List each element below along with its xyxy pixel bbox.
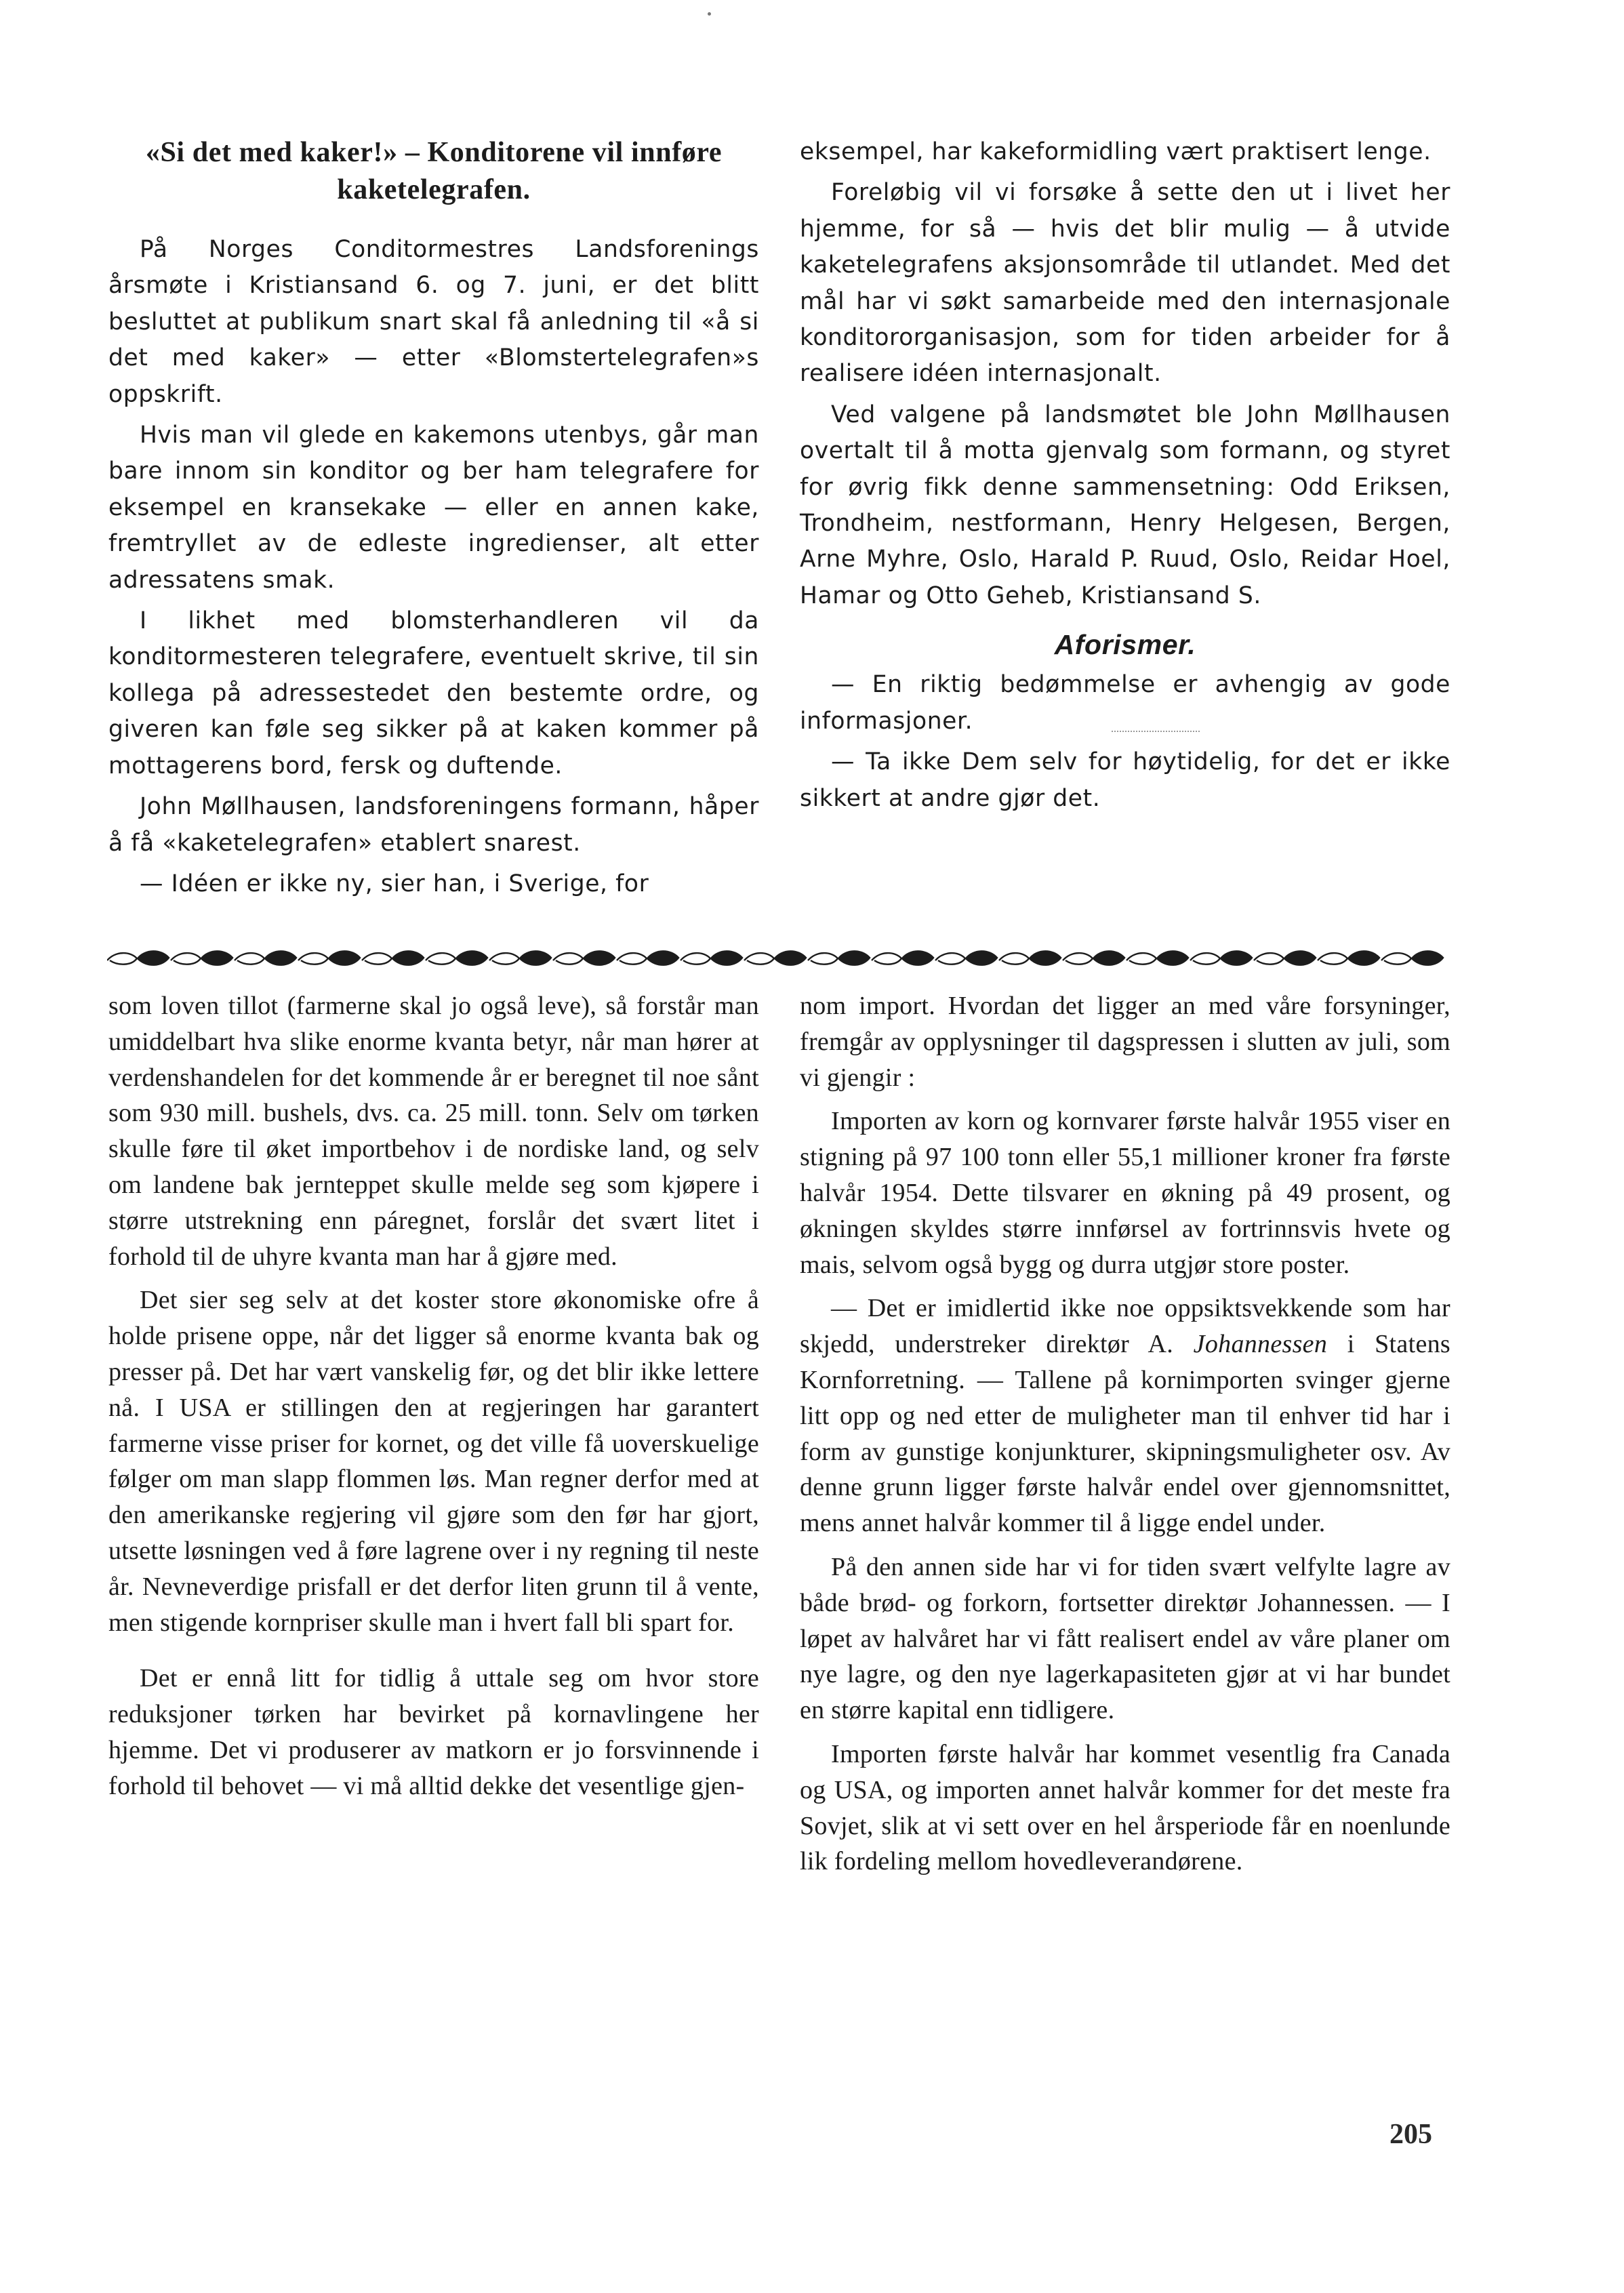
ornament-leaf [455,951,488,966]
ornament-loop [107,953,137,965]
article-headline: «Si det med kaker!» – Konditorene vil innføre kaketelegrafen. [145,137,723,205]
upper-left-column [108,134,759,902]
ornament-loop [171,953,201,965]
aforisme-item: — Ta ikke Dem selv for høytidelig, for det er ikke sikkert at andre gjør det. [800,748,1450,812]
ornament-loop [489,953,519,965]
ornament-leaf [774,951,807,966]
ornament-leaf [838,951,870,966]
ornament-loop [999,953,1029,965]
person-name: Johannessen [1193,1330,1328,1359]
ornament-leaf [1411,951,1444,966]
article-paragraph [800,1291,1450,1541]
ornament-leaf [647,951,679,966]
article-paragraph: Foreløbig vil vi forsøke å sette den ut i livet her hjemme, for så — hvis det blir mulig — å utvide kaketelegrafens aksjonsområde til utlandet. Med det mål har vi søkt samarbeide med den internasjonale konditororganisasjon, som for tiden arbeider for å realisere idéen internasjonalt. [800,179,1450,388]
quote-continuation: i Statens Kornforretning. — Tallene på kornimporten svinger gjerne litt opp og ned etter de muligheter man til enhver tid har i form av gunstige konjunkturer, skipningsmuligheter osv. Av denne grunn ligger første halvår endel over gjennomsnittet, mens annet halvår kommer til å ligge endel under. [800,1330,1450,1538]
ornament-loop [872,953,901,965]
ornament-leaf [328,951,361,966]
article-paragraph: som loven tillot (farmerne skal jo også leve), så forstår man umiddelbart hva slike enorme kvanta betyr, når man hører at verdenshandelen for det kommende år er beregnet til noe sånt som 930 mill. bushels, dvs. ca. 25 mill. tonn. Selv om tørken skulle føre til øket importbehov i de nordiske land, og selv om landene bak jernteppet skulle melde seg som kjøpere i større utstrekning enn páregnet, forslår det svært litet i forhold til de uhyre kvanta man har å gjøre med. [108,992,759,1271]
ornament-loop [1254,953,1284,965]
aforismer-title: Aforismer. [1054,629,1196,661]
ornament-loop [235,953,264,965]
ornament-loop [1190,953,1220,965]
ornament-loop [808,953,838,965]
ornament-leaf [137,951,169,966]
section-divider [1112,731,1200,732]
ornament-loop [681,953,710,965]
ornament-loop [935,953,965,965]
ornament-leaf [1029,951,1061,966]
ornament-loop [298,953,328,965]
ornament-leaf [519,951,552,966]
ornament-loop [1126,953,1156,965]
article-paragraph: I likhet med blomsterhandleren vil da konditormesteren telegrafere, eventuelt skrive, til sin kollega på adressestedet den bestemte ordre, og giveren kan føle seg sikker på at kaken kommer på mottagerens bord, fersk og duftende. [108,607,759,779]
article-paragraph: John Møllhausen, landsforeningens formann, håper å få «kaketelegrafen» etablert snarest. [108,793,759,857]
aforisme-item: — En riktig bedømmelse er avhengig av gode informasjoner. [800,671,1450,735]
ornament-loop [617,953,647,965]
ornament-leaf [264,951,297,966]
ornamental-divider [107,946,1453,971]
ornament-leaf [1220,951,1253,966]
article-paragraph: Hvis man vil glede en kakemons utenbys, går man bare innom sin konditor og ber ham telegrafere for eksempel en kransekake — eller en annen kake, fremtryllet av de edleste ingredienser, alt etter adressatens smak. [108,422,759,594]
ornament-loop [553,953,583,965]
ornament-loop [1063,953,1093,965]
ornament-leaf [583,951,615,966]
ornament-leaf [710,951,743,966]
lower-right-column [800,988,1450,1880]
print-speck [708,12,711,16]
ornament-leaf [965,951,998,966]
ornament-leaf [201,951,233,966]
article-paragraph: På Norges Conditormestres Landsforenings årsmøte i Kristiansand 6. og 7. juni, er det blitt besluttet at publikum snart skal få anledning til «å si det med kaker» — etter «Blomstertelegrafen»s oppskrift. [108,236,759,408]
ornament-loop [744,953,774,965]
article-paragraph: Det sier seg selv at det koster store økonomiske ofre å holde prisene oppe, når det ligger så enorme kvanta bak og presser på. Det har vært vanskelig før, og det blir ikke lettere nå. I USA er stillingen den at regjeringen har garantert farmerne visse priser for kornet, og det ville få uoverskuelige følger om man slapp flommen løs. Man regner derfor med at den amerikanske regjering vil gjøre som den før har gjort, utsette løsningen ved å føre lagrene over i ny regning til neste år. Nevneverdige prisfall er det derfor liten grunn til å vente, men stigende kornpriser skulle man i hvert fall bli spart for. [108,1286,759,1637]
article-paragraph: eksempel, har kakeformidling vært praktisert lenge. [800,138,1432,165]
quote-start: — Det er imidlertid ikke noe oppsiktsvekkende som har skjedd, understreker direktør A. [800,1294,1450,1359]
article-paragraph: Importen av korn og kornvarer første halvår 1955 viser en stigning på 97 100 tonn eller 55,1 millioner kroner fra første halvår 1954. Dette tilsvarer en økning på 49 prosent, og økningen skyldes større innførsel av fortrinnsvis hvete og mais, selvom også bygg og durra utgjør store poster. [800,1107,1450,1279]
ornament-leaf [901,951,934,966]
ornament-loop [1381,953,1411,965]
article-paragraph: Det er ennå litt for tidlig å uttale seg om hvor store reduksjoner tørken har bevirket på kornavlingene her hjemme. Det vi produserer av matkorn er jo forsvinnende i forhold til behovet — vi må alltid dekke det vesentlige gjen- [108,1664,759,1800]
page-number: 205 [1389,2119,1432,2150]
ornament-leaf [1156,951,1189,966]
ornament-leaf [1347,951,1380,966]
ornament-loop [362,953,392,965]
article-paragraph: Ved valgene på landsmøtet ble John Møllhausen overtalt til å motta gjenvalg som formann, og styret for øvrig fikk denne sammensetning: Odd Eriksen, Trondheim, nestformann, Henry Helgesen, Bergen, Arne Myhre, Oslo, Harald P. Ruud, Oslo, Reidar Hoel, Hamar og Otto Geheb, Kristiansand S. [800,401,1450,609]
upper-right-column [800,134,1450,817]
lower-left-column [108,988,759,1804]
ornament-loop [1318,953,1347,965]
ornament-loop [426,953,455,965]
ornament-leaf [392,951,424,966]
article-paragraph: På den annen side har vi for tiden svært velfylte lagre av både brød- og forkorn, fortsetter direktør Johannessen. — I løpet av halvåret har vi fått realisert endel av våre planer om nye lagre, og den nye lagerkapasiteten gjør at vi har bundet en større kapital enn tidligere. [800,1552,1450,1725]
article-paragraph: Importen første halvår har kommet vesentlig fra Canada og USA, og importen annet halvår kommer for det meste fra Sovjet, slik at vi sett over en hel årsperiode får en noenlunde lik fordeling mellom hovedleverandørene. [800,1739,1450,1876]
article-paragraph: nom import. Hvordan det ligger an med våre forsyninger, fremgår av opplysninger til dagspressen i slutten av juli, som vi gjengir : [800,992,1450,1092]
ornament-leaf [1284,951,1316,966]
article-paragraph: — Idéen er ikke ny, sier han, i Sverige, for [140,870,649,897]
ornament-leaf [1093,951,1125,966]
